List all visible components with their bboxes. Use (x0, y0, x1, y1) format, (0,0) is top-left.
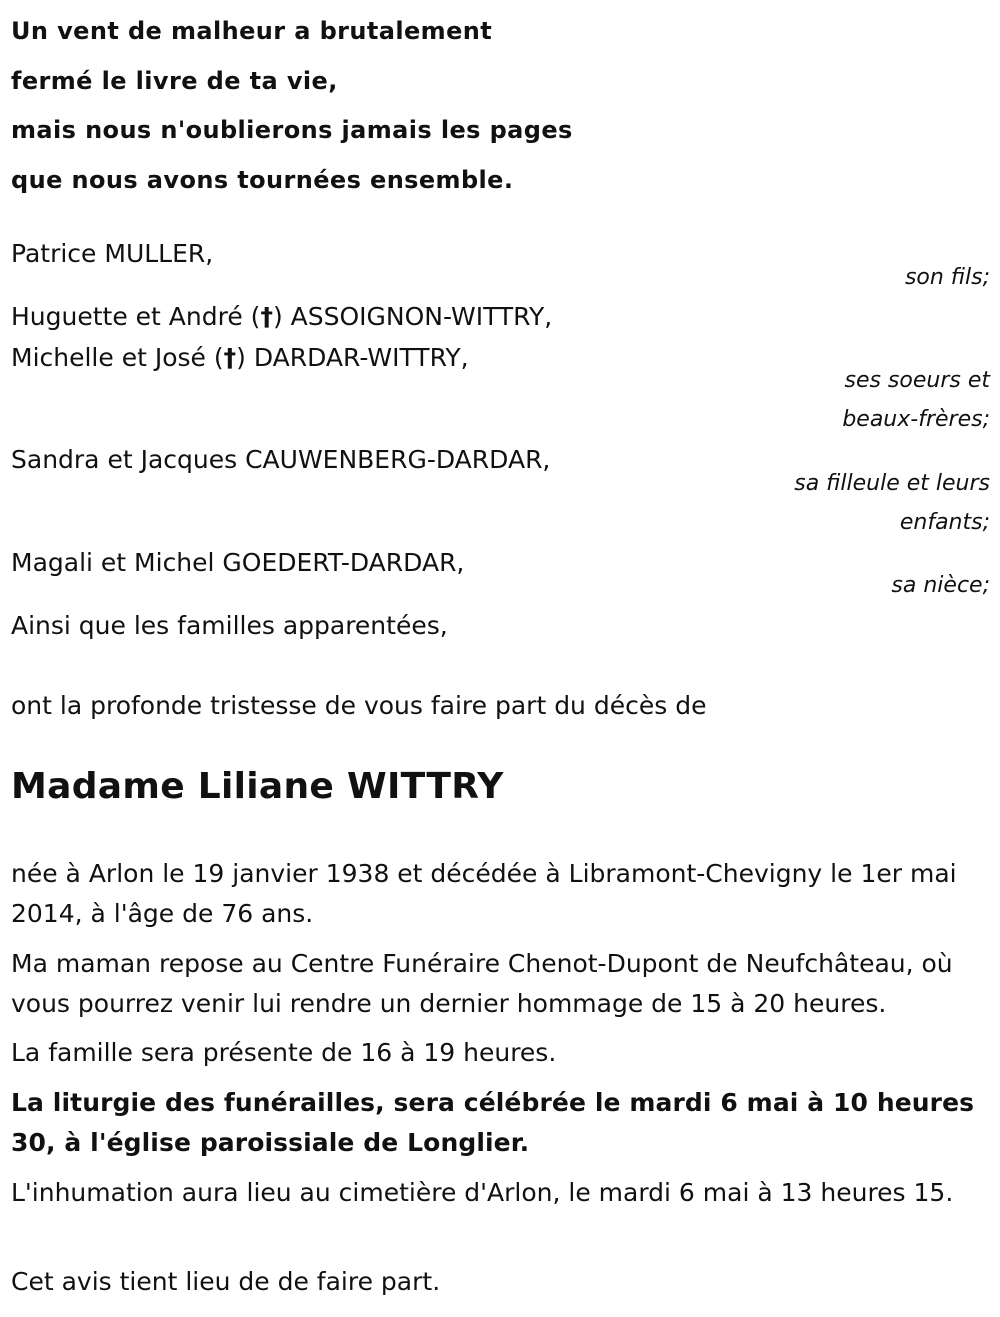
relation-goddaughter-line-2: enfants; (899, 510, 990, 535)
notice-line: Cet avis tient lieu de de faire part. (11, 1267, 441, 1296)
huguette-name-suffix: ) ASSOIGNON-WITTRY, (272, 302, 553, 331)
announcement: ont la profonde tristesse de vous faire part du décès de (11, 691, 707, 720)
family-member-magali: Magali et Michel GOEDERT-DARDAR, (11, 548, 465, 577)
relation-sisters-line-2: beaux-frères; (842, 407, 990, 432)
family-member-michelle (11, 338, 469, 378)
deceased-name: Madame Liliane WITTRY (11, 766, 504, 807)
resting-place-details: Ma maman repose au Centre Funéraire Chenot-Dupont de Neufchâteau, où vous pourrez venir lui rendre un dernier hommage de 15 à 20 heures. (11, 949, 953, 1018)
poem (11, 7, 573, 205)
cross-icon: † (223, 343, 237, 372)
poem-line-1: Un vent de malheur a brutalement (11, 17, 493, 45)
liturgy-details: La liturgie des funérailles, sera célébrée le mardi 6 mai à 10 heures 30, à l'église paroissiale de Longlier. (11, 1088, 975, 1157)
family-member-sandra: Sandra et Jacques CAUWENBERG-DARDAR, (11, 445, 551, 474)
michelle-name-prefix: Michelle et José ( (11, 343, 224, 372)
relation-sisters-line-1: ses soeurs et (844, 368, 990, 393)
burial-details: L'inhumation aura lieu au cimetière d'Arlon, le mardi 6 mai à 13 heures 15. (11, 1178, 954, 1207)
relatives-line: Ainsi que les familles apparentées, (11, 611, 448, 640)
relation-niece: sa nièce; (891, 573, 990, 598)
poem-line-2: fermé le livre de ta vie, (11, 66, 338, 95)
birth-death-details: née à Arlon le 19 janvier 1938 et décédée à Libramont-Chevigny le 1er mai 2014, à l'âge de 76 ans. (11, 859, 957, 928)
poem-line-3: mais nous n'oublierons jamais les pages (11, 116, 573, 144)
relation-son: son fils; (904, 265, 990, 290)
cross-icon: † (260, 302, 273, 331)
relation-goddaughter-line-1: sa filleule et leurs (794, 471, 990, 496)
family-member-patrice: Patrice MULLER, (11, 239, 214, 268)
family-member-huguette (11, 297, 552, 337)
huguette-name-prefix: Huguette et André ( (11, 302, 261, 331)
poem-line-4: que nous avons tournées ensemble. (11, 165, 514, 194)
family-presence-details: La famille sera présente de 16 à 19 heures. (11, 1038, 557, 1067)
michelle-name-suffix: ) DARDAR-WITTRY, (236, 343, 469, 372)
